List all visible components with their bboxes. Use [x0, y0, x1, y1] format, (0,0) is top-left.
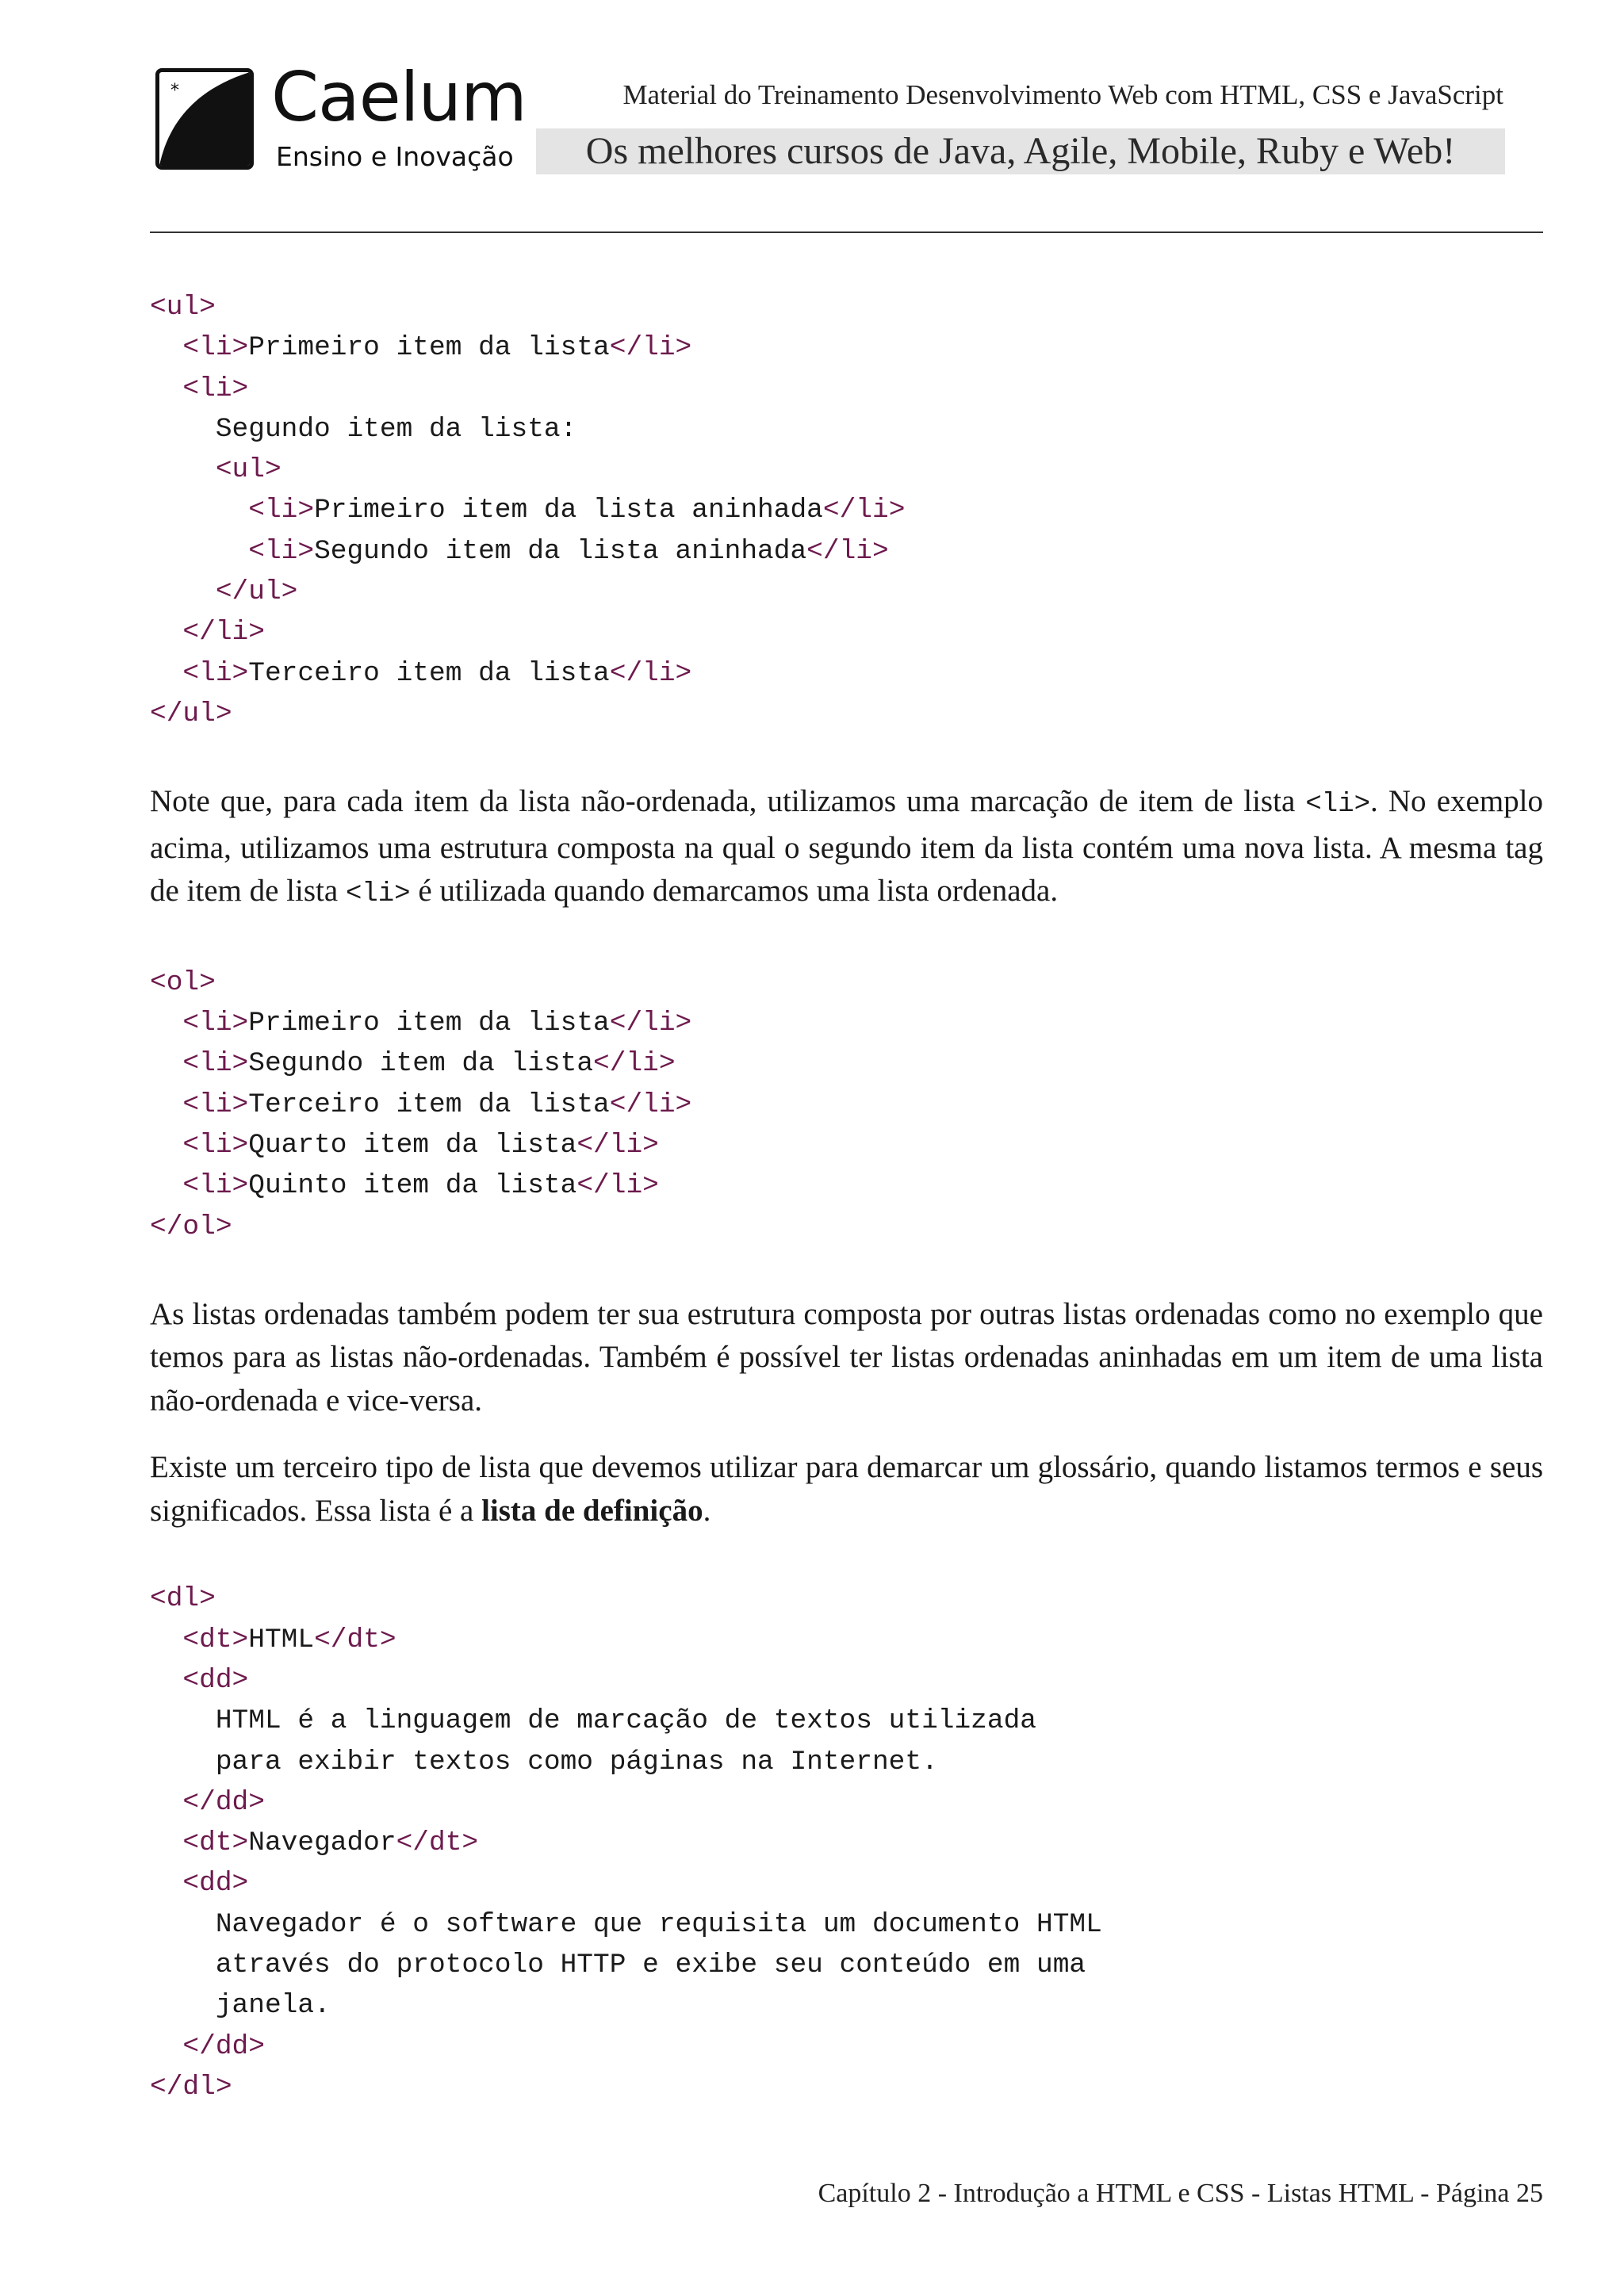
- code-indent: [150, 1747, 216, 1777]
- code-indent: [150, 1089, 182, 1120]
- code-tag: </dt>: [314, 1624, 396, 1655]
- code-text: Segundo item da lista:: [215, 413, 577, 445]
- paragraph-text: Note que, para cada item da lista não-ordenada, utilizamos uma marcação de item de lista: [150, 784, 1306, 819]
- code-indent: [150, 617, 182, 648]
- code-text: através do protocolo HTTP e exibe seu conteúdo em uma: [215, 1950, 1086, 1981]
- logo-brand-name: Caelum: [271, 58, 527, 137]
- code-text: Primeiro item da lista aninhada: [314, 495, 823, 526]
- code-text: Terceiro item da lista: [248, 657, 610, 689]
- code-line: [150, 531, 1543, 572]
- code-text: Navegador: [248, 1827, 396, 1859]
- header-divider: [150, 232, 1543, 233]
- code-tag: <li>: [248, 495, 315, 526]
- code-tag: <dt>: [182, 1624, 249, 1655]
- code-line: [150, 1863, 1543, 1904]
- code-line: [150, 1207, 1543, 1247]
- inline-code: <li>: [1305, 790, 1371, 821]
- paragraph-text: .: [703, 1493, 711, 1528]
- code-line: [150, 2026, 1543, 2067]
- code-tag: </li>: [576, 1170, 659, 1202]
- code-tag: </li>: [609, 1089, 692, 1120]
- code-indent: [150, 495, 248, 526]
- code-text: Quarto item da lista: [248, 1129, 577, 1161]
- code-tag: <dd>: [182, 1868, 249, 1900]
- code-line: [150, 409, 1543, 450]
- code-tag: <li>: [182, 1089, 249, 1120]
- code-indent: [150, 1868, 182, 1899]
- code-indent: [150, 576, 216, 607]
- code-indent: [150, 1909, 216, 1940]
- code-indent: [150, 1705, 216, 1736]
- header-subtitle: Material do Treinamento Desenvolvimento Web com HTML, CSS e JavaScript: [622, 79, 1503, 110]
- code-tag: <ol>: [150, 966, 216, 998]
- code-tag: <ul>: [215, 454, 282, 486]
- code-tag: </li>: [806, 535, 889, 567]
- paragraph-text: . No exemplo acima, utilizamos uma estrutura composta na qual o segundo item da lista contém uma nova lista. A mesma tag de item de lista: [150, 784, 1543, 909]
- code-line: [150, 1660, 1543, 1701]
- code-indent: [150, 1048, 182, 1079]
- code-indent: [150, 1130, 182, 1161]
- code-text: Segundo item da lista: [248, 1048, 594, 1080]
- code-tag: </ul>: [215, 576, 298, 608]
- code-tag: <li>: [182, 1048, 249, 1080]
- paragraph-list-items: [150, 780, 1543, 916]
- code-tag: </dd>: [182, 2030, 265, 2062]
- code-tag: <dd>: [182, 1664, 249, 1696]
- code-tag: </li>: [576, 1129, 659, 1161]
- code-indent: [150, 1008, 182, 1039]
- code-tag: </li>: [609, 657, 692, 689]
- code-block-unordered-list: [150, 287, 1543, 734]
- code-line: [150, 450, 1543, 490]
- code-tag: </dd>: [182, 1786, 265, 1818]
- code-indent: [150, 454, 216, 485]
- paragraph-nested-lists: As listas ordenadas também podem ter sua estrutura composta por outras listas ordenadas como no exemplo que temos para as listas não-ordenadas. Também é possível ter listas ordenadas aninhadas em um item de uma lista não-ordenada e vice-versa.: [150, 1296, 1543, 1418]
- code-tag: <li>: [182, 332, 249, 364]
- code-line: [150, 962, 1543, 1003]
- code-text: Primeiro item da lista: [248, 1008, 610, 1039]
- code-text: Navegador é o software que requisita um documento HTML: [215, 1908, 1102, 1940]
- code-indent: [150, 373, 182, 404]
- code-indent: [150, 1787, 182, 1818]
- code-text: janela.: [215, 1990, 331, 2022]
- code-block-ordered-list: [150, 962, 1543, 1247]
- code-tag: <li>: [182, 1170, 249, 1202]
- code-text: Primeiro item da lista: [248, 332, 610, 364]
- code-tag: <dt>: [182, 1827, 249, 1859]
- code-line: [150, 1742, 1543, 1782]
- code-line: [150, 694, 1543, 734]
- header-banner: Os melhores cursos de Java, Agile, Mobile, Ruby e Web!: [536, 128, 1505, 174]
- bold-term: lista de definição: [481, 1493, 703, 1528]
- code-line: [150, 1003, 1543, 1043]
- code-indent: [150, 1950, 216, 1980]
- code-line: [150, 1165, 1543, 1206]
- code-line: [150, 490, 1543, 530]
- code-block-definition-list: [150, 1578, 1543, 2107]
- code-line: [150, 1904, 1543, 1945]
- inline-code: <li>: [345, 879, 411, 910]
- code-tag: </li>: [609, 1008, 692, 1039]
- code-indent: [150, 332, 182, 363]
- paragraph-text: Existe um terceiro tipo de lista que devemos utilizar para demarcar um glossário, quando listamos termos e seus significados. Essa lista é a: [150, 1450, 1543, 1528]
- code-line: [150, 327, 1543, 368]
- code-line: [150, 1620, 1543, 1660]
- code-text: HTML é a linguagem de marcação de textos utilizada: [215, 1705, 1036, 1737]
- code-text: Quinto item da lista: [248, 1170, 577, 1202]
- code-line: [150, 572, 1543, 612]
- code-line: [150, 1578, 1543, 1619]
- code-line: [150, 1945, 1543, 1985]
- code-tag: </dl>: [150, 2071, 232, 2103]
- code-indent: [150, 1990, 216, 2021]
- code-line: [150, 1085, 1543, 1125]
- code-indent: [150, 658, 182, 689]
- code-text: Segundo item da lista aninhada: [314, 535, 807, 567]
- code-line: [150, 612, 1543, 652]
- code-line: [150, 653, 1543, 694]
- code-tag: <li>: [182, 373, 249, 404]
- page-footer: Capítulo 2 - Introdução a HTML e CSS - Listas HTML - Página 25: [818, 2179, 1543, 2208]
- code-tag: </ul>: [150, 698, 232, 729]
- code-text: Terceiro item da lista: [248, 1089, 610, 1120]
- code-indent: [150, 536, 248, 567]
- code-line: [150, 1043, 1543, 1084]
- code-tag: <dl>: [150, 1583, 216, 1615]
- code-tag: </dt>: [396, 1827, 479, 1859]
- code-line: [150, 1125, 1543, 1165]
- code-line: [150, 2067, 1543, 2107]
- code-line: [150, 1701, 1543, 1741]
- code-line: [150, 369, 1543, 409]
- code-tag: </li>: [822, 495, 906, 526]
- logo-tagline: Ensino e Inovação: [276, 141, 514, 172]
- page-content: [150, 287, 1543, 2107]
- svg-text:*: *: [170, 81, 179, 101]
- code-indent: [150, 1624, 182, 1655]
- code-text: HTML: [248, 1624, 315, 1655]
- code-tag: </li>: [593, 1048, 676, 1080]
- paragraph-text: é utilizada quando demarcamos uma lista ordenada.: [410, 874, 1059, 909]
- code-tag: </li>: [609, 332, 692, 364]
- code-indent: [150, 1827, 182, 1858]
- code-line: [150, 1782, 1543, 1823]
- code-indent: [150, 414, 216, 445]
- code-tag: <li>: [182, 1008, 249, 1039]
- code-line: [150, 287, 1543, 327]
- code-indent: [150, 1665, 182, 1696]
- code-line: [150, 1985, 1543, 2026]
- code-tag: </li>: [182, 617, 265, 649]
- code-tag: <li>: [248, 535, 315, 567]
- caelum-logo: [155, 58, 527, 176]
- logo-mark-icon: [155, 68, 254, 170]
- code-tag: <li>: [182, 657, 249, 689]
- code-tag: <ul>: [150, 292, 216, 323]
- code-tag: <li>: [182, 1129, 249, 1161]
- code-indent: [150, 1170, 182, 1201]
- code-indent: [150, 2031, 182, 2062]
- code-line: [150, 1823, 1543, 1863]
- code-text: para exibir textos como páginas na Internet.: [215, 1746, 938, 1777]
- paragraph-definition-list: [150, 1446, 1543, 1533]
- code-tag: </ol>: [150, 1211, 232, 1242]
